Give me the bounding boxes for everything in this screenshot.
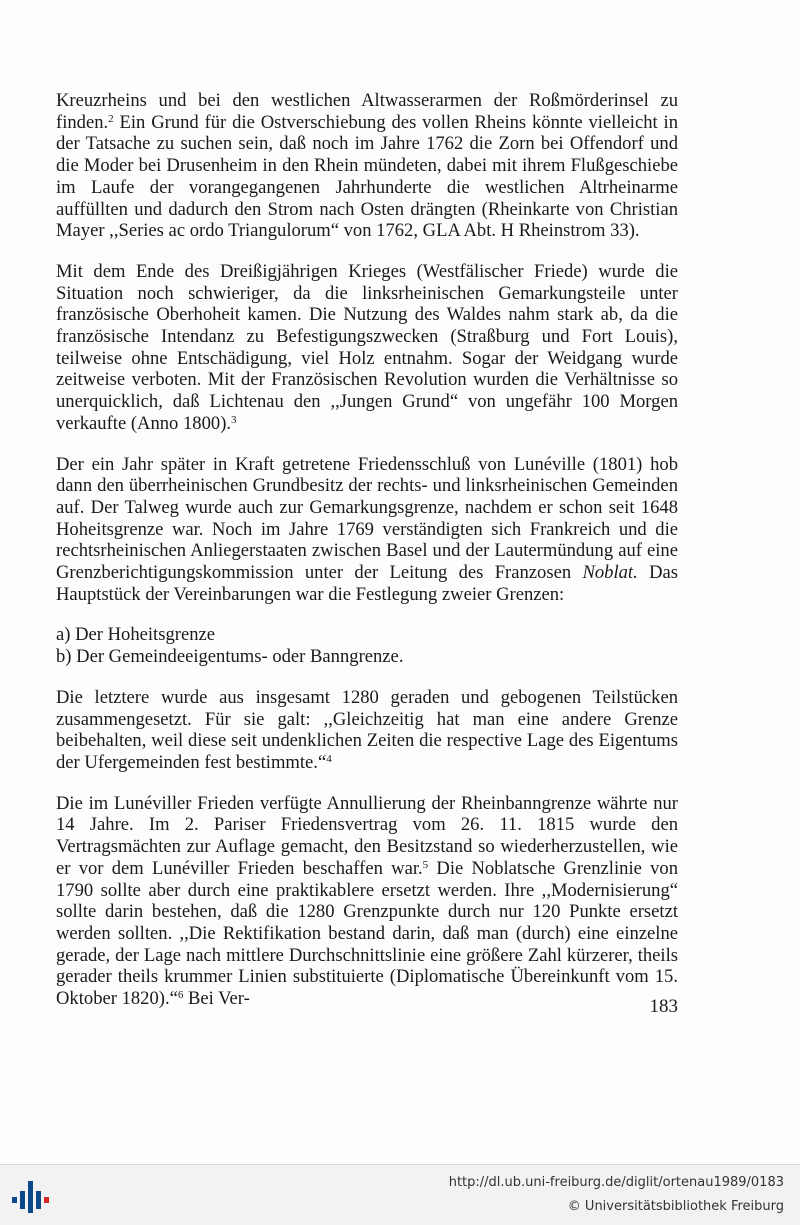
- footnote-ref-3[interactable]: 3: [231, 413, 237, 426]
- paragraph-4: Die letztere wurde aus insgesamt 1280 geraden und gebogenen Teilstücken zusammengesetzt. Für sie galt: ,,Gleichzeitig hat man eine andere Grenze beibehalten, weil diese seit undenklichen Zeiten die respective Lage des Eigentums der Ufergemeinden fest bestimmte.“$^4$: [56, 686, 678, 773]
- paragraph-5: Die im Lunéviller Frieden verfügte Annullierung der Rheinbanngrenze währte nur 14 Jahre. Im 2. Pariser Friedensvertrag vom 26. 11. 1815 wurde den Vertragsmächten zur Auflage gemacht, den Besitzstand so wiederherzustellen, wie er vor dem Lunéviller Frieden beschaffen war.$^5$ Die Noblatsche Grenzlinie von 1790 sollte aber durch eine praktikablere ersetzt werden. Ihre ,,Modernisierung“ sollte darin bestehen, daß die 1280 Grenzpunkte durch nur 120 Punkte ersetzt werden sollten. ,,Die Rektifikation bestand darin, daß man (durch) eine einzelne gerade, der Lage nach mittlere Durchschnittslinie eine größere Zahl kürzerer, theils gerader theils krummer Linien substituierte (Diplomatische Übereinkunft vom 15. Oktober 1820).“$^6$ Bei Ver-: [56, 792, 678, 1010]
- paragraph-2: Mit dem Ende des Dreißigjährigen Krieges (Westfälischer Friede) wurde die Situation noch schwieriger, da die linksrheinischen Gemarkungsteile unter französische Oberhoheit kamen. Die Nutzung des Waldes nahm stark ab, da die französische Intendanz zu Befestigungszwecken (Straßburg und Fort Louis), teilweise ohne Entschädigung, viel Holz entnahm. Sogar der Weidgang wurde zeitweise verboten. Mit der Französischen Revolution wurden die Verhältnisse so unerquicklich, daß Lichtenau den ,,Jungen Grund“ von ungefähr 100 Morgen verkaufte (Anno 1800).$^3$: [56, 260, 678, 434]
- list-item: a) Der Hoheitsgrenze: [56, 624, 216, 646]
- page-number: 183: [649, 996, 678, 1017]
- paragraph-1: Kreuzrheins und bei den westlichen Altwasserarmen der Roßmörderinsel zu finden.$^2$ Ein Grund für die Ostverschiebung des vollen Rheins könnte vielleicht in der Tatsache zu suchen sein, daß noch im Jahre 1762 die Zorn bei Offendorf und die Moder bei Drusenheim in den Rhein mündeten, dabei mit ihrem Flußgeschiebe im Laufe der vorangegangenen Jahrhunderte die westlichen Altrheinarme auffüllten und dadurch den Strom nach Osten drängten (Rheinkarte von Christian Mayer ,,Series ac ordo Triangulorum“ von 1762, GLA Abt. H Rheinstrom 33).: [56, 90, 678, 242]
- paragraph-3: Der ein Jahr später in Kraft getretene Friedensschluß von Lunéville (1801) hob dann den überrheinischen Grundbesitz der rechts- und linksrheinischen Gemeinden auf. Der Talweg wurde auch zur Gemarkungsgrenze, nachdem er schon seit 1648 Hoheitsgrenze war. Noch im Jahre 1769 verständigten sich Frankreich und die rechtsrheinischen Anliegerstaaten zwischen Basel und der Lautermündung auf eine Grenzberichtigungskommission unter der Leitung des Franzosen Noblat. Das Hauptstück der Vereinbarungen war die Festlegung zweier Grenzen:: [56, 453, 678, 605]
- name-noblat: Noblat.: [582, 562, 638, 584]
- footnote-ref-2[interactable]: 2: [108, 112, 114, 125]
- footnote-ref-4[interactable]: 4: [326, 752, 332, 765]
- document-url-link[interactable]: http://dl.ub.uni-freiburg.de/diglit/ortenau1989/0183: [448, 1175, 784, 1190]
- footnote-ref-5[interactable]: 5: [422, 858, 429, 871]
- footnote-ref-6[interactable]: 6: [177, 989, 184, 1002]
- university-logo-icon: [10, 1177, 50, 1215]
- list-item: b) Der Gemeindeeigentums- oder Banngrenze.: [56, 646, 404, 668]
- copyright-notice: © Universitätsbibliothek Freiburg: [567, 1199, 784, 1214]
- viewer-footer: [0, 1164, 800, 1225]
- border-list: [56, 624, 678, 667]
- body-text: [56, 90, 678, 1029]
